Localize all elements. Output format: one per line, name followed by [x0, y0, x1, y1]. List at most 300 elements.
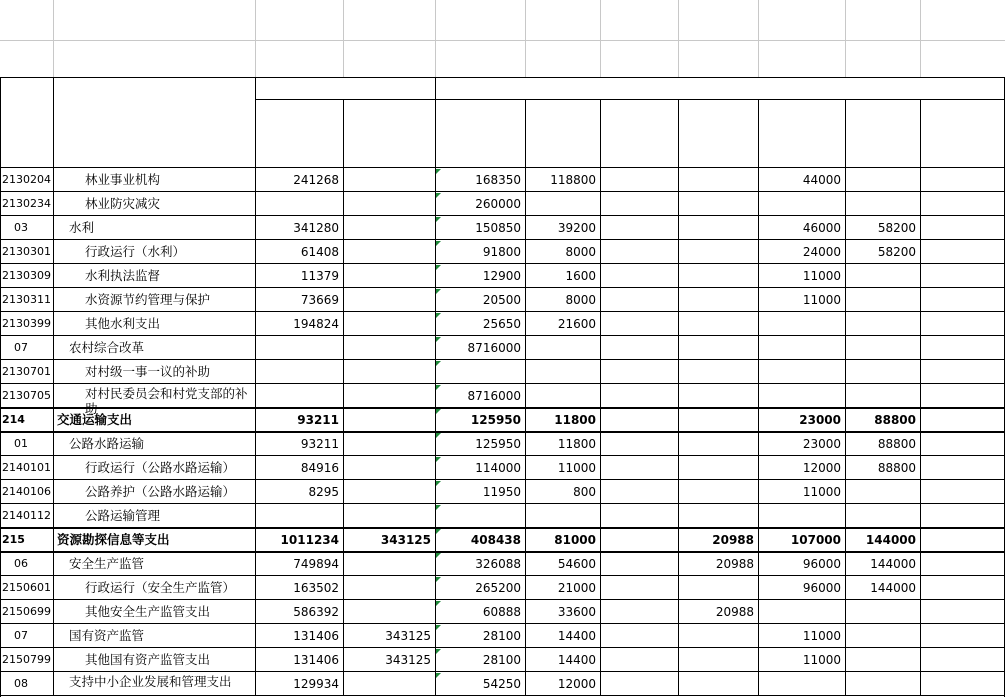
cell-vehicle: 11000 — [802, 293, 841, 307]
cell-housing: 84916 — [300, 461, 339, 475]
cell-other — [343, 336, 435, 360]
cell-transport — [845, 264, 920, 288]
grid-line — [845, 40, 846, 78]
cell-utilities — [600, 384, 678, 408]
cell-total: 20500 — [482, 293, 521, 307]
cell-heating — [678, 672, 758, 696]
grid-line — [0, 455, 1005, 456]
comment-marker-icon — [436, 193, 441, 198]
grid-line — [0, 551, 1005, 553]
grid-line — [0, 503, 1005, 504]
cell-total: 25650 — [482, 317, 521, 331]
table-title — [255, 0, 755, 40]
grid-line — [255, 99, 1005, 100]
cell-housing: 749894 — [293, 557, 339, 571]
cell-union — [920, 528, 1005, 552]
cell-transport: 144000 — [870, 581, 916, 595]
comment-marker-icon — [436, 457, 441, 462]
cell-office — [525, 360, 600, 384]
grid-line — [0, 695, 1005, 696]
cell-union — [920, 192, 1005, 216]
row-name: 公路运输管理 — [85, 508, 161, 523]
cell-union — [920, 552, 1005, 576]
cell-utilities — [600, 336, 678, 360]
header-group-goods — [435, 78, 1005, 100]
cell-transport: 88800 — [877, 437, 916, 451]
grid-line — [758, 40, 759, 78]
cell-other — [343, 456, 435, 480]
grid-line — [0, 407, 1005, 409]
cell-total: 150850 — [475, 221, 521, 235]
cell-total — [435, 360, 525, 384]
row-code: 2130234 — [2, 197, 51, 210]
comment-marker-icon — [436, 505, 441, 510]
cell-total: 60888 — [482, 605, 521, 619]
cell-total: 168350 — [475, 173, 521, 187]
cell-vehicle: 11000 — [802, 629, 841, 643]
cell-other — [343, 312, 435, 336]
cell-union — [920, 624, 1005, 648]
cell-utilities — [600, 408, 678, 432]
cell-housing: 1011234 — [280, 533, 339, 547]
cell-other: 343125 — [385, 653, 431, 667]
row-code: 2130301 — [2, 245, 51, 258]
row-code: 214 — [2, 413, 25, 426]
header-code — [0, 78, 53, 168]
cell-other: 343125 — [380, 533, 431, 547]
row-code: 2140106 — [2, 485, 51, 498]
grid-line — [845, 168, 846, 696]
cell-utilities — [600, 168, 678, 192]
grid-line — [343, 99, 344, 168]
grid-line — [0, 671, 1005, 672]
cell-utilities — [600, 600, 678, 624]
row-code: 2150799 — [2, 653, 51, 666]
cell-vehicle: 11000 — [802, 485, 841, 499]
cell-union — [920, 216, 1005, 240]
cell-housing: 586392 — [293, 605, 339, 619]
grid-line — [0, 575, 1005, 576]
cell-total: 8716000 — [467, 389, 521, 403]
cell-office: 11000 — [557, 461, 596, 475]
grid-line — [0, 191, 1005, 192]
cell-union — [920, 240, 1005, 264]
comment-marker-icon — [436, 313, 441, 318]
cell-heating — [678, 504, 758, 528]
cell-housing: 131406 — [293, 629, 339, 643]
comment-marker-icon — [436, 361, 441, 366]
cell-utilities — [600, 240, 678, 264]
cell-utilities — [600, 648, 678, 672]
row-code: 03 — [14, 221, 28, 234]
grid-line — [53, 168, 54, 696]
cell-union — [920, 672, 1005, 696]
comment-marker-icon — [436, 217, 441, 222]
cell-office: 14400 — [557, 629, 596, 643]
cell-other — [343, 288, 435, 312]
cell-heating — [678, 384, 758, 408]
cell-transport — [845, 600, 920, 624]
grid-line — [0, 383, 1005, 384]
row-code: 08 — [14, 677, 28, 690]
cell-housing — [255, 360, 343, 384]
cell-utilities — [600, 672, 678, 696]
cell-transport — [845, 312, 920, 336]
row-name: 水资源节约管理与保护 — [85, 292, 211, 307]
cell-office: 14400 — [557, 653, 596, 667]
cell-other — [343, 408, 435, 432]
header-office — [525, 100, 600, 168]
row-code: 06 — [14, 557, 28, 570]
grid-line — [0, 77, 1, 697]
row-code: 2150601 — [2, 581, 51, 594]
grid-line — [525, 168, 526, 696]
cell-office: 800 — [573, 485, 596, 499]
cell-vehicle: 24000 — [802, 245, 841, 259]
grid-line — [920, 168, 921, 696]
row-name: 交通运输支出 — [57, 412, 133, 427]
cell-heating — [678, 432, 758, 456]
cell-vehicle — [758, 672, 845, 696]
cell-transport: 58200 — [877, 221, 916, 235]
grid-line — [53, 77, 54, 168]
header-union — [920, 100, 1005, 168]
cell-transport — [845, 672, 920, 696]
cell-housing: 163502 — [293, 581, 339, 595]
cell-heating — [678, 576, 758, 600]
row-code: 2140101 — [2, 461, 51, 474]
comment-marker-icon — [436, 289, 441, 294]
cell-utilities — [600, 360, 678, 384]
cell-total: 326088 — [475, 557, 521, 571]
header-other-personal — [343, 100, 435, 168]
header-name — [53, 78, 255, 168]
header-transport — [845, 100, 920, 168]
grid-line — [343, 168, 344, 696]
cell-office: 33600 — [557, 605, 596, 619]
grid-line — [678, 168, 679, 696]
cell-utilities — [600, 480, 678, 504]
cell-office — [525, 192, 600, 216]
row-name: 对村民委员会和村党支部的补 — [85, 386, 248, 401]
comment-marker-icon — [436, 553, 441, 558]
grid-line — [920, 0, 921, 40]
cell-heating — [678, 312, 758, 336]
row-code: 2130311 — [2, 293, 51, 306]
cell-housing: 241268 — [293, 173, 339, 187]
row-name: 资源勘探信息等支出 — [57, 532, 170, 547]
cell-other — [343, 432, 435, 456]
cell-vehicle — [758, 192, 845, 216]
header-heating — [678, 100, 758, 168]
cell-office: 1600 — [565, 269, 596, 283]
cell-other — [343, 672, 435, 696]
grid-line — [0, 527, 1005, 529]
cell-office: 21600 — [557, 317, 596, 331]
cell-office: 54600 — [557, 557, 596, 571]
grid-line — [600, 99, 601, 168]
grid-line — [845, 99, 846, 168]
cell-housing: 11379 — [300, 269, 339, 283]
cell-transport — [845, 168, 920, 192]
row-code: 2130204 — [2, 173, 51, 186]
cell-vehicle: 23000 — [802, 437, 841, 451]
cell-transport: 88800 — [874, 413, 916, 427]
comment-marker-icon — [436, 433, 441, 438]
grid-line — [758, 99, 759, 168]
grid-line — [435, 168, 436, 696]
cell-other — [343, 360, 435, 384]
cell-office — [525, 384, 600, 408]
grid-line — [678, 40, 679, 78]
cell-transport: 144000 — [870, 557, 916, 571]
cell-housing: 131406 — [293, 653, 339, 667]
cell-other — [343, 600, 435, 624]
cell-vehicle: 46000 — [802, 221, 841, 235]
cell-other — [343, 192, 435, 216]
cell-housing: 341280 — [293, 221, 339, 235]
cell-heating — [678, 288, 758, 312]
comment-marker-icon — [436, 673, 441, 678]
cell-union — [920, 576, 1005, 600]
row-code: 07 — [14, 629, 28, 642]
cell-union — [920, 600, 1005, 624]
cell-other — [343, 384, 435, 408]
cell-other — [343, 480, 435, 504]
row-code: 2130701 — [2, 365, 51, 378]
cell-heating — [678, 480, 758, 504]
cell-housing: 129934 — [293, 677, 339, 691]
grid-line — [678, 0, 679, 40]
cell-transport: 88800 — [877, 461, 916, 475]
header-total — [435, 100, 525, 168]
cell-heating — [678, 624, 758, 648]
grid-line — [0, 239, 1005, 240]
cell-heating — [678, 456, 758, 480]
cell-other — [343, 552, 435, 576]
grid-line — [53, 0, 54, 40]
cell-utilities — [600, 264, 678, 288]
grid-line — [255, 40, 256, 78]
cell-vehicle: 107000 — [790, 533, 841, 547]
cell-office: 11800 — [557, 437, 596, 451]
cell-total: 125950 — [475, 437, 521, 451]
cell-union — [920, 360, 1005, 384]
cell-vehicle: 11000 — [802, 653, 841, 667]
cell-office: 39200 — [557, 221, 596, 235]
row-name: 行政运行（公路水路运输） — [85, 460, 236, 475]
cell-utilities — [600, 432, 678, 456]
row-code: 2130309 — [2, 269, 51, 282]
cell-total: 91800 — [482, 245, 521, 259]
cell-union — [920, 168, 1005, 192]
row-code: 01 — [14, 437, 28, 450]
grid-line — [0, 263, 1005, 264]
grid-line — [0, 359, 1005, 360]
grid-line — [845, 0, 846, 40]
cell-transport — [845, 192, 920, 216]
grid-line — [600, 168, 601, 696]
cell-housing — [255, 192, 343, 216]
row-name: 林业防灾减灾 — [85, 196, 161, 211]
cell-union — [920, 312, 1005, 336]
cell-utilities — [600, 528, 678, 552]
row-name: 对村级一事一议的补助 — [85, 364, 211, 379]
comment-marker-icon — [436, 601, 441, 606]
header-utilities — [600, 100, 678, 168]
cell-office: 8000 — [565, 245, 596, 259]
grid-line — [0, 215, 1005, 216]
cell-total: 28100 — [482, 629, 521, 643]
cell-office — [525, 504, 600, 528]
header-vehicle — [758, 100, 845, 168]
cell-union — [920, 648, 1005, 672]
grid-line — [435, 40, 436, 78]
grid-line — [0, 167, 1005, 168]
cell-other — [343, 504, 435, 528]
grid-line — [0, 599, 1005, 600]
cell-utilities — [600, 624, 678, 648]
row-name: 其他安全生产监管支出 — [85, 604, 211, 619]
row-name: 公路养护（公路水路运输） — [85, 484, 236, 499]
cell-housing: 8295 — [308, 485, 339, 499]
grid-line — [435, 77, 436, 168]
grid-line — [0, 623, 1005, 624]
cell-total: 114000 — [475, 461, 521, 475]
comment-marker-icon — [436, 337, 441, 342]
cell-vehicle — [758, 504, 845, 528]
grid-line — [255, 0, 256, 40]
cell-office: 81000 — [554, 533, 596, 547]
cell-other — [343, 240, 435, 264]
cell-vehicle: 44000 — [802, 173, 841, 187]
grid-line — [0, 77, 1005, 78]
cell-utilities — [600, 288, 678, 312]
cell-transport — [845, 360, 920, 384]
cell-office: 11800 — [554, 413, 596, 427]
cell-total: 8716000 — [467, 341, 521, 355]
row-code: 2130399 — [2, 317, 51, 330]
cell-vehicle — [758, 336, 845, 360]
row-code: 215 — [2, 533, 25, 546]
header-group-personal — [255, 78, 435, 100]
grid-line — [0, 335, 1005, 336]
cell-vehicle: 11000 — [802, 269, 841, 283]
cell-transport — [845, 384, 920, 408]
cell-heating: 20988 — [712, 533, 754, 547]
cell-vehicle: 96000 — [802, 581, 841, 595]
cell-heating — [678, 192, 758, 216]
cell-vehicle — [758, 384, 845, 408]
cell-housing: 73669 — [300, 293, 339, 307]
cell-housing — [255, 504, 343, 528]
row-name: 行政运行（水利） — [85, 244, 186, 259]
cell-heating — [678, 336, 758, 360]
grid-line — [343, 40, 344, 78]
cell-transport — [845, 288, 920, 312]
cell-union — [920, 432, 1005, 456]
comment-marker-icon — [436, 577, 441, 582]
row-name: 其他水利支出 — [85, 316, 161, 331]
cell-housing: 194824 — [293, 317, 339, 331]
cell-heating — [678, 360, 758, 384]
grid-line — [0, 311, 1005, 312]
cell-heating — [678, 216, 758, 240]
grid-line — [600, 40, 601, 78]
comment-marker-icon — [436, 169, 441, 174]
cell-total: 408438 — [470, 533, 521, 547]
grid-line — [525, 99, 526, 168]
cell-union — [920, 504, 1005, 528]
grid-line — [343, 0, 344, 40]
cell-union — [920, 336, 1005, 360]
row-name: 支持中小企业发展和管理支出 — [69, 674, 232, 689]
cell-other — [343, 264, 435, 288]
row-name: 安全生产监管 — [69, 556, 145, 571]
cell-total — [435, 504, 525, 528]
cell-transport: 58200 — [877, 245, 916, 259]
cell-total: 11950 — [482, 485, 521, 499]
cell-office: 12000 — [557, 677, 596, 691]
row-name: 公路水路运输 — [69, 436, 145, 451]
grid-line — [0, 431, 1005, 433]
cell-utilities — [600, 576, 678, 600]
comment-marker-icon — [436, 625, 441, 630]
cell-heating — [678, 408, 758, 432]
comment-marker-icon — [436, 529, 441, 534]
grid-line — [525, 40, 526, 78]
cell-heating: 20988 — [715, 605, 754, 619]
cell-heating — [678, 264, 758, 288]
cell-total: 54250 — [482, 677, 521, 691]
cell-union — [920, 288, 1005, 312]
cell-office: 8000 — [565, 293, 596, 307]
cell-other — [343, 168, 435, 192]
grid-line — [255, 168, 256, 696]
cell-other: 343125 — [385, 629, 431, 643]
cell-transport: 144000 — [865, 533, 916, 547]
cell-utilities — [600, 312, 678, 336]
row-name: 农村综合改革 — [69, 340, 145, 355]
header-housing — [255, 100, 343, 168]
grid-line — [920, 40, 921, 78]
cell-vehicle: 23000 — [799, 413, 841, 427]
cell-union — [920, 456, 1005, 480]
comment-marker-icon — [436, 241, 441, 246]
grid-line — [435, 0, 436, 40]
cell-heating: 20988 — [715, 557, 754, 571]
cell-office — [525, 336, 600, 360]
grid-line — [0, 479, 1005, 480]
cell-utilities — [600, 552, 678, 576]
cell-heating — [678, 240, 758, 264]
row-name: 行政运行（安全生产监管） — [85, 580, 236, 595]
grid-line — [678, 99, 679, 168]
cell-other — [343, 576, 435, 600]
cell-total: 125950 — [470, 413, 521, 427]
row-name: 林业事业机构 — [85, 172, 161, 187]
grid-line — [0, 40, 1005, 41]
cell-transport — [845, 336, 920, 360]
row-code: 2130705 — [2, 389, 51, 402]
cell-union — [920, 264, 1005, 288]
comment-marker-icon — [436, 265, 441, 270]
row-name: 国有资产监管 — [69, 628, 145, 643]
grid-line — [0, 647, 1005, 648]
grid-line — [920, 99, 921, 168]
grid-line — [758, 0, 759, 40]
grid-line — [53, 40, 54, 78]
